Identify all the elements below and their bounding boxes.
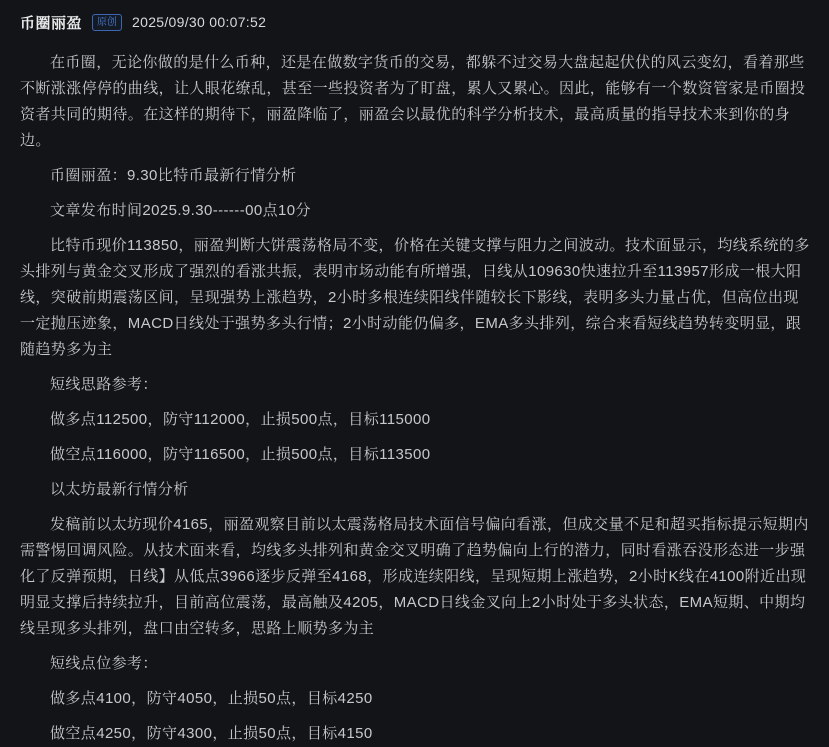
- eth-analysis-paragraph: 发稿前以太坊现价4165，丽盈观察目前以太震荡格局技术面信号偏向看涨，但成交量不足和超买指标提示短期内需警惕回调风险。从技术面来看，均线多头排列和黄金交叉明确了趋势偏向上行的潜力，同时看涨吞没形态进一步强化了反弹预期，日线】从低点3966逐步反弹至4168，形成连续阳线，呈现短期上涨趋势，2小时K线在4100附近出现明显支撑后持续拉升，目前高位震荡，最高触及4205，MACD日线金叉向上2小时处于多头状态，EMA短期、中期均线呈现多头排列，盘口由空转多，思路上顺势多为主: [20, 516, 809, 637]
- article-body: [20, 50, 810, 747]
- btc-strategy-label: 短线思路参考：: [50, 376, 158, 393]
- eth-strategy-label: 短线点位参考：: [50, 655, 158, 672]
- intro-paragraph: 在币圈，无论你做的是什么币种，还是在做数字货币的交易，都躲不过交易大盘起起伏伏的风云变幻，看着那些不断涨涨停停的曲线，让人眼花缭乱，甚至一些投资者为了盯盘，累人又累心。因此，能够有一个数资管家是币圈投资者共同的期待。在这样的期待下，丽盈降临了，丽盈会以最优的科学分析技术，最高质量的指导技术来到你的身边。: [20, 54, 806, 149]
- btc-long-entry-line: 做多点112500，防守112000，止损500点，目标115000: [50, 411, 431, 428]
- original-content-badge: 原创: [92, 14, 122, 31]
- author-name[interactable]: 币圈丽盈: [20, 14, 83, 32]
- publish-time-line: 文章发布时间2025.9.30------00点10分: [50, 202, 311, 219]
- publish-timestamp: 2025/09/30 00:07:52: [132, 14, 267, 30]
- eth-section-title: 以太坊最新行情分析: [50, 481, 189, 498]
- btc-short-entry-line: 做空点116000，防守116500，止损500点，目标113500: [50, 446, 431, 463]
- article-header: [20, 8, 810, 36]
- btc-section-title: 币圈丽盈：9.30比特币最新行情分析: [50, 167, 297, 184]
- eth-long-entry-line: 做多点4100，防守4050，止损50点，目标4250: [50, 690, 373, 707]
- btc-analysis-paragraph: 比特币现价113850，丽盈判断大饼震荡格局不变，价格在关键支撑与阻力之间波动。技术面显示，均线系统的多头排列与黄金交叉形成了强烈的看涨共振，表明市场动能有所增强，日线从109630快速拉升至113957形成一根大阳线，突破前期震荡区间，呈现强势上涨趋势，2小时多根连续阳线伴随较长下影线，表明多头力量占优，但高位出现一定抛压迹象，MACD日线处于强势多头行情；2小时动能仍偏多，EMA多头排列，综合来看短线趋势转变明显，跟随趋势多为主: [20, 237, 810, 358]
- eth-short-entry-line: 做空点4250，防守4300，止损50点，目标4150: [50, 725, 373, 742]
